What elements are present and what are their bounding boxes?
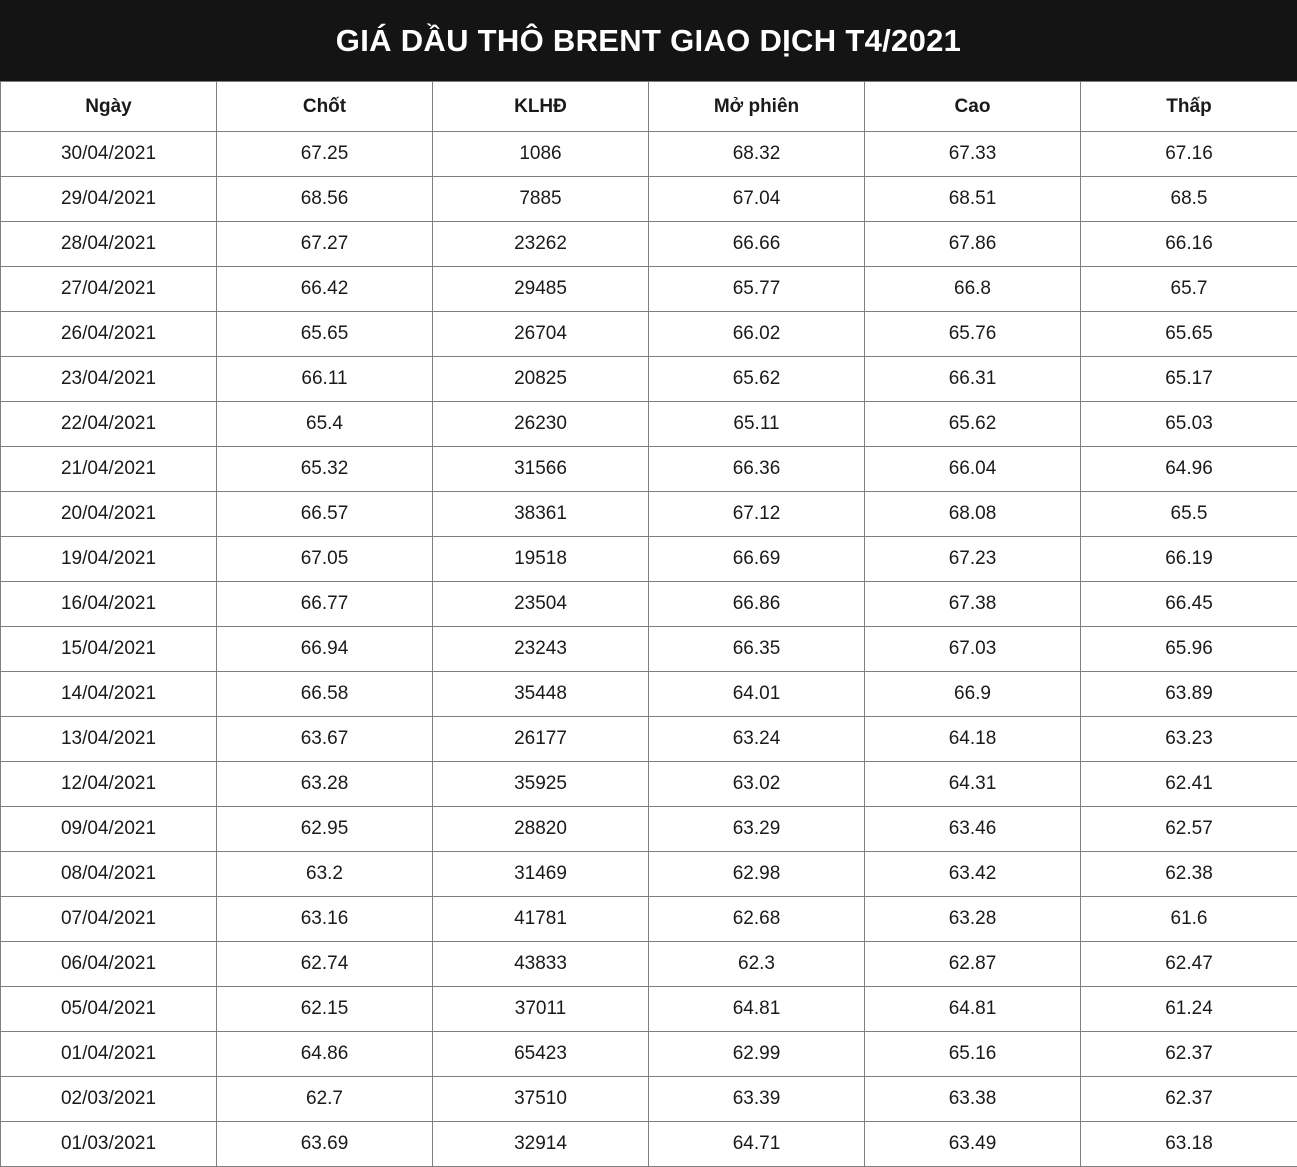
cell-open: 66.36 bbox=[649, 447, 865, 492]
cell-date: 16/04/2021 bbox=[1, 582, 217, 627]
cell-high: 65.62 bbox=[865, 402, 1081, 447]
cell-volume: 41781 bbox=[433, 897, 649, 942]
cell-close: 66.94 bbox=[217, 627, 433, 672]
cell-open: 68.32 bbox=[649, 132, 865, 177]
table-row bbox=[1, 1032, 1297, 1077]
cell-low: 63.89 bbox=[1081, 672, 1297, 717]
table-row bbox=[1, 987, 1297, 1032]
cell-high: 62.87 bbox=[865, 942, 1081, 987]
cell-open: 62.3 bbox=[649, 942, 865, 987]
cell-low: 61.6 bbox=[1081, 897, 1297, 942]
cell-volume: 7885 bbox=[433, 177, 649, 222]
cell-close: 64.86 bbox=[217, 1032, 433, 1077]
brent-price-table bbox=[0, 81, 1297, 1167]
cell-volume: 31469 bbox=[433, 852, 649, 897]
cell-close: 67.25 bbox=[217, 132, 433, 177]
header-open: Mở phiên bbox=[649, 82, 865, 132]
cell-high: 68.08 bbox=[865, 492, 1081, 537]
cell-date: 02/03/2021 bbox=[1, 1077, 217, 1122]
table-row bbox=[1, 357, 1297, 402]
cell-low: 66.45 bbox=[1081, 582, 1297, 627]
cell-volume: 32914 bbox=[433, 1122, 649, 1167]
table-row bbox=[1, 897, 1297, 942]
cell-date: 01/03/2021 bbox=[1, 1122, 217, 1167]
cell-open: 66.69 bbox=[649, 537, 865, 582]
cell-high: 63.28 bbox=[865, 897, 1081, 942]
cell-close: 67.05 bbox=[217, 537, 433, 582]
cell-date: 06/04/2021 bbox=[1, 942, 217, 987]
header-row bbox=[1, 82, 1297, 132]
cell-high: 65.76 bbox=[865, 312, 1081, 357]
header-low: Thấp bbox=[1081, 82, 1297, 132]
cell-volume: 26230 bbox=[433, 402, 649, 447]
cell-date: 01/04/2021 bbox=[1, 1032, 217, 1077]
cell-low: 67.16 bbox=[1081, 132, 1297, 177]
cell-date: 21/04/2021 bbox=[1, 447, 217, 492]
cell-open: 65.77 bbox=[649, 267, 865, 312]
cell-volume: 28820 bbox=[433, 807, 649, 852]
cell-date: 27/04/2021 bbox=[1, 267, 217, 312]
cell-close: 63.16 bbox=[217, 897, 433, 942]
cell-date: 08/04/2021 bbox=[1, 852, 217, 897]
header-close: Chốt bbox=[217, 82, 433, 132]
cell-close: 65.4 bbox=[217, 402, 433, 447]
cell-volume: 35925 bbox=[433, 762, 649, 807]
cell-date: 19/04/2021 bbox=[1, 537, 217, 582]
table-row bbox=[1, 1077, 1297, 1122]
cell-volume: 26177 bbox=[433, 717, 649, 762]
table-row bbox=[1, 447, 1297, 492]
cell-low: 62.37 bbox=[1081, 1032, 1297, 1077]
cell-date: 29/04/2021 bbox=[1, 177, 217, 222]
table-row bbox=[1, 762, 1297, 807]
cell-close: 66.77 bbox=[217, 582, 433, 627]
cell-low: 63.23 bbox=[1081, 717, 1297, 762]
cell-open: 64.01 bbox=[649, 672, 865, 717]
cell-close: 63.2 bbox=[217, 852, 433, 897]
cell-close: 62.15 bbox=[217, 987, 433, 1032]
table-row bbox=[1, 717, 1297, 762]
cell-low: 62.57 bbox=[1081, 807, 1297, 852]
cell-date: 20/04/2021 bbox=[1, 492, 217, 537]
header-date: Ngày bbox=[1, 82, 217, 132]
cell-high: 63.46 bbox=[865, 807, 1081, 852]
cell-open: 64.71 bbox=[649, 1122, 865, 1167]
cell-high: 64.81 bbox=[865, 987, 1081, 1032]
cell-volume: 29485 bbox=[433, 267, 649, 312]
cell-open: 62.68 bbox=[649, 897, 865, 942]
cell-close: 63.67 bbox=[217, 717, 433, 762]
cell-low: 62.47 bbox=[1081, 942, 1297, 987]
cell-volume: 37011 bbox=[433, 987, 649, 1032]
cell-open: 66.86 bbox=[649, 582, 865, 627]
cell-open: 62.99 bbox=[649, 1032, 865, 1077]
cell-volume: 1086 bbox=[433, 132, 649, 177]
cell-open: 64.81 bbox=[649, 987, 865, 1032]
cell-open: 66.66 bbox=[649, 222, 865, 267]
cell-high: 68.51 bbox=[865, 177, 1081, 222]
cell-volume: 37510 bbox=[433, 1077, 649, 1122]
table-row bbox=[1, 402, 1297, 447]
cell-close: 67.27 bbox=[217, 222, 433, 267]
cell-volume: 19518 bbox=[433, 537, 649, 582]
cell-close: 65.65 bbox=[217, 312, 433, 357]
table-row bbox=[1, 492, 1297, 537]
cell-low: 65.03 bbox=[1081, 402, 1297, 447]
cell-low: 68.5 bbox=[1081, 177, 1297, 222]
cell-date: 22/04/2021 bbox=[1, 402, 217, 447]
cell-high: 67.23 bbox=[865, 537, 1081, 582]
cell-close: 63.69 bbox=[217, 1122, 433, 1167]
cell-close: 62.95 bbox=[217, 807, 433, 852]
cell-date: 12/04/2021 bbox=[1, 762, 217, 807]
cell-low: 62.37 bbox=[1081, 1077, 1297, 1122]
cell-close: 66.57 bbox=[217, 492, 433, 537]
cell-open: 63.29 bbox=[649, 807, 865, 852]
cell-volume: 23262 bbox=[433, 222, 649, 267]
cell-high: 67.03 bbox=[865, 627, 1081, 672]
cell-high: 63.42 bbox=[865, 852, 1081, 897]
cell-date: 30/04/2021 bbox=[1, 132, 217, 177]
cell-high: 65.16 bbox=[865, 1032, 1081, 1077]
cell-low: 65.65 bbox=[1081, 312, 1297, 357]
cell-close: 62.74 bbox=[217, 942, 433, 987]
cell-low: 66.19 bbox=[1081, 537, 1297, 582]
cell-open: 65.62 bbox=[649, 357, 865, 402]
cell-date: 28/04/2021 bbox=[1, 222, 217, 267]
cell-close: 65.32 bbox=[217, 447, 433, 492]
cell-high: 64.31 bbox=[865, 762, 1081, 807]
cell-volume: 23243 bbox=[433, 627, 649, 672]
cell-date: 09/04/2021 bbox=[1, 807, 217, 852]
table-row bbox=[1, 222, 1297, 267]
table-row bbox=[1, 942, 1297, 987]
table-row bbox=[1, 132, 1297, 177]
table-body bbox=[1, 132, 1297, 1167]
table-title: GIÁ DẦU THÔ BRENT GIAO DỊCH T4/2021 bbox=[0, 0, 1297, 81]
table-row bbox=[1, 267, 1297, 312]
cell-low: 65.96 bbox=[1081, 627, 1297, 672]
cell-volume: 31566 bbox=[433, 447, 649, 492]
cell-open: 65.11 bbox=[649, 402, 865, 447]
cell-volume: 38361 bbox=[433, 492, 649, 537]
cell-low: 65.7 bbox=[1081, 267, 1297, 312]
cell-open: 66.35 bbox=[649, 627, 865, 672]
cell-low: 66.16 bbox=[1081, 222, 1297, 267]
header-high: Cao bbox=[865, 82, 1081, 132]
cell-date: 05/04/2021 bbox=[1, 987, 217, 1032]
cell-close: 63.28 bbox=[217, 762, 433, 807]
cell-date: 26/04/2021 bbox=[1, 312, 217, 357]
cell-volume: 20825 bbox=[433, 357, 649, 402]
table-row bbox=[1, 627, 1297, 672]
table-row bbox=[1, 1122, 1297, 1167]
table-row bbox=[1, 312, 1297, 357]
cell-date: 13/04/2021 bbox=[1, 717, 217, 762]
cell-high: 66.04 bbox=[865, 447, 1081, 492]
cell-date: 14/04/2021 bbox=[1, 672, 217, 717]
cell-open: 63.39 bbox=[649, 1077, 865, 1122]
cell-volume: 26704 bbox=[433, 312, 649, 357]
cell-volume: 43833 bbox=[433, 942, 649, 987]
cell-close: 66.42 bbox=[217, 267, 433, 312]
table-row bbox=[1, 537, 1297, 582]
table-row bbox=[1, 177, 1297, 222]
cell-high: 66.8 bbox=[865, 267, 1081, 312]
cell-volume: 35448 bbox=[433, 672, 649, 717]
cell-date: 23/04/2021 bbox=[1, 357, 217, 402]
cell-low: 62.38 bbox=[1081, 852, 1297, 897]
cell-high: 63.49 bbox=[865, 1122, 1081, 1167]
cell-low: 65.5 bbox=[1081, 492, 1297, 537]
cell-open: 66.02 bbox=[649, 312, 865, 357]
cell-close: 66.58 bbox=[217, 672, 433, 717]
cell-date: 07/04/2021 bbox=[1, 897, 217, 942]
cell-high: 66.31 bbox=[865, 357, 1081, 402]
header-volume: KLHĐ bbox=[433, 82, 649, 132]
cell-high: 63.38 bbox=[865, 1077, 1081, 1122]
table-row bbox=[1, 807, 1297, 852]
cell-high: 67.38 bbox=[865, 582, 1081, 627]
table-row bbox=[1, 672, 1297, 717]
cell-open: 63.02 bbox=[649, 762, 865, 807]
cell-low: 63.18 bbox=[1081, 1122, 1297, 1167]
table-row bbox=[1, 582, 1297, 627]
cell-close: 66.11 bbox=[217, 357, 433, 402]
cell-low: 64.96 bbox=[1081, 447, 1297, 492]
cell-high: 64.18 bbox=[865, 717, 1081, 762]
cell-open: 67.12 bbox=[649, 492, 865, 537]
cell-close: 62.7 bbox=[217, 1077, 433, 1122]
cell-high: 67.86 bbox=[865, 222, 1081, 267]
cell-high: 67.33 bbox=[865, 132, 1081, 177]
cell-date: 15/04/2021 bbox=[1, 627, 217, 672]
cell-open: 62.98 bbox=[649, 852, 865, 897]
cell-high: 66.9 bbox=[865, 672, 1081, 717]
cell-low: 61.24 bbox=[1081, 987, 1297, 1032]
cell-open: 63.24 bbox=[649, 717, 865, 762]
cell-low: 62.41 bbox=[1081, 762, 1297, 807]
cell-open: 67.04 bbox=[649, 177, 865, 222]
cell-volume: 65423 bbox=[433, 1032, 649, 1077]
cell-close: 68.56 bbox=[217, 177, 433, 222]
table-row bbox=[1, 852, 1297, 897]
cell-low: 65.17 bbox=[1081, 357, 1297, 402]
cell-volume: 23504 bbox=[433, 582, 649, 627]
